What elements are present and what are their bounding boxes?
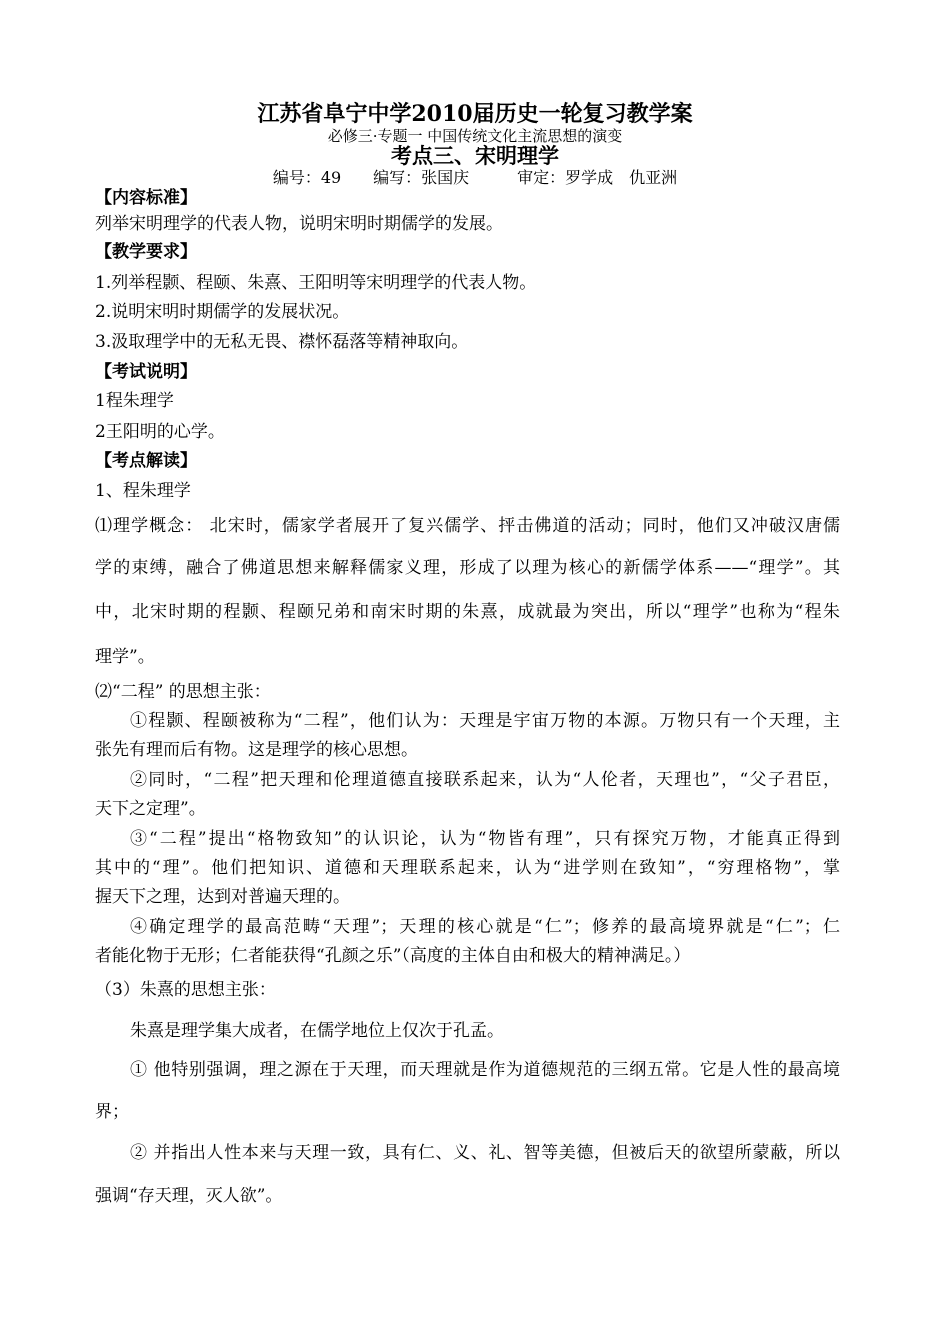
paragraph-line: ①程颢、程颐被称为“二程”，他们认为：天理是宇宙万物的本源。万物只有一个天理，主 — [130, 711, 840, 731]
paragraph-line: ② 并指出人性本来与天理一致，具有仁、义、礼、智等美德，但被后天的欲望所蒙蔽，所以 — [130, 1143, 840, 1163]
document-title: 江苏省阜宁中学2010届历史一轮复习教学案 — [257, 101, 693, 127]
document-subtitle: 必修三·专题一 中国传统文化主流思想的演变 — [327, 127, 623, 145]
paragraph-line: 握天下之理，达到对普遍天理的。 — [95, 887, 350, 907]
paragraph-heading: ⑵“二程” 的思想主张： — [95, 682, 271, 702]
section-heading-standard: 【内容标准】 — [95, 188, 197, 208]
paragraph-line: 张先有理而后有物。这是理学的核心思想。 — [95, 740, 418, 760]
paragraph-line: 天下之定理”。 — [95, 799, 206, 819]
paragraph-heading: （3）朱熹的思想主张： — [95, 980, 276, 1000]
paragraph-line: ① 他特别强调，理之源在于天理，而天理就是作为道德规范的三纲五常。它是人性的最高境 — [130, 1060, 840, 1080]
paragraph-line: 界； — [95, 1102, 129, 1122]
paragraph-line: 理学”。 — [95, 647, 155, 667]
requirement-item: 1.列举程颢、程颐、朱熹、王阳明等宋明理学的代表人物。 — [95, 273, 537, 293]
paragraph-line: ②同时，“二程”把天理和伦理道德直接联系起来，认为“人伦者，天理也”，“父子君臣， — [130, 770, 840, 790]
document-meta: 编号：49 编写：张国庆 审定：罗学成 仇亚洲 — [272, 168, 678, 187]
paragraph-line: 朱熹是理学集大成者，在儒学地位上仅次于孔孟。 — [130, 1021, 504, 1041]
paragraph-line: 学的束缚，融合了佛道思想来解释儒家义理，形成了以理为核心的新儒学体系——“理学”。其 — [95, 558, 840, 578]
paragraph-line: 中，北宋时期的程颢、程颐兄弟和南宋时期的朱熹，成就最为突出，所以“理学”也称为“程朱 — [95, 602, 840, 622]
paragraph-line: ⑴理学概念： 北宋时，儒家学者展开了复兴儒学、抨击佛道的活动；同时，他们又冲破汉唐儒 — [95, 516, 840, 536]
requirement-item: 2.说明宋明时期儒学的发展状况。 — [95, 302, 350, 322]
requirement-item: 3.汲取理学中的无私无畏、襟怀磊落等精神取向。 — [95, 332, 469, 352]
section-heading-requirements: 【教学要求】 — [95, 242, 197, 262]
paragraph-line: 强调“存天理，灭人欲”。 — [95, 1186, 283, 1206]
paragraph-line: 其中的“理”。他们把知识、道德和天理联系起来，认为“进学则在致知”，“穷理格物”，掌 — [95, 858, 840, 878]
section-heading-analysis: 【考点解读】 — [95, 451, 197, 471]
paragraph-line: ③“二程”提出“格物致知”的认识论，认为“物皆有理”，只有探究万物，才能真正得到 — [130, 829, 840, 849]
topic-title: 考点三、宋明理学 — [391, 143, 559, 168]
standard-text: 列举宋明理学的代表人物，说明宋明时期儒学的发展。 — [95, 214, 503, 234]
exam-item: 1程朱理学 — [95, 391, 174, 411]
subsection-title: 1、程朱理学 — [95, 481, 191, 501]
paragraph-line: ④确定理学的最高范畴“天理”；天理的核心就是“仁”；修养的最高境界就是“仁”；仁 — [130, 917, 840, 937]
exam-item: 2王阳明的心学。 — [95, 422, 225, 442]
section-heading-exam: 【考试说明】 — [95, 362, 197, 382]
paragraph-line: 者能化物于无形；仁者能获得“孔颜之乐”（高度的主体自由和极大的精神满足。） — [95, 946, 691, 966]
